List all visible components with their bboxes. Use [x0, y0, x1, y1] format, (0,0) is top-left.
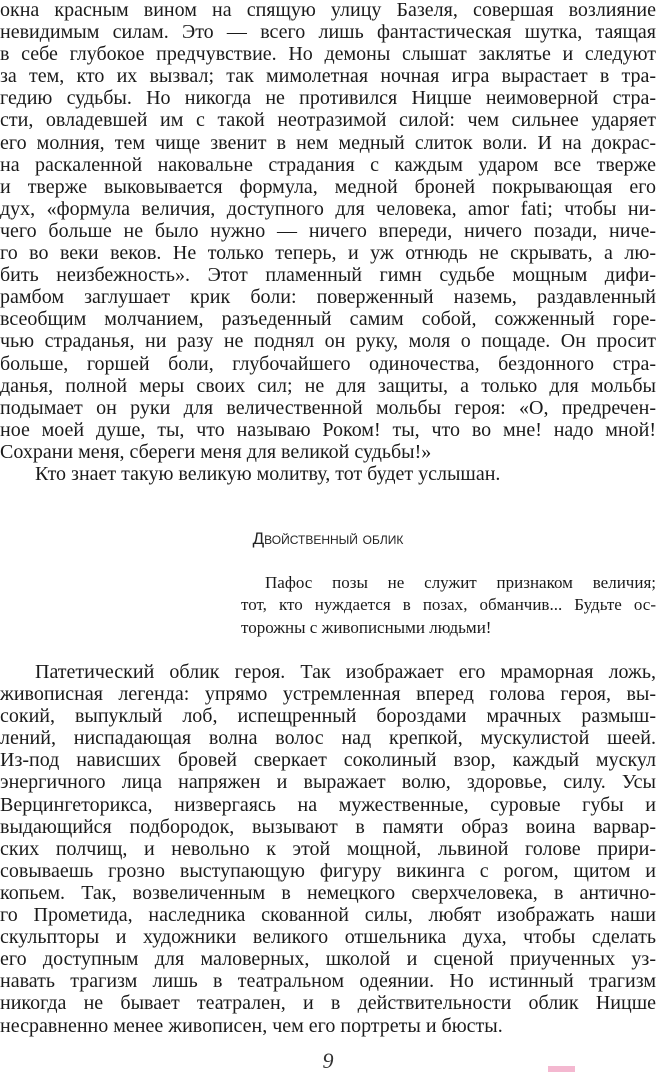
text-line: его молния, тем чище звенит в нем медный слиток воли. И на докрас-	[0, 131, 656, 154]
text-line: невидимым силам. Это — всего лишь фантастическая шутка, таящая	[0, 21, 656, 44]
text-line: больше, горшей боли, глубочайшего одиночества, бездонного стра-	[0, 352, 656, 375]
text-line: живописная легенда: упрямо устремленная вперед голова героя, вы-	[0, 683, 656, 706]
paragraph-2	[0, 661, 656, 1037]
text-line: торожны с живописными людьми!	[241, 617, 492, 637]
text-line: Сохрани меня, сбереги меня для великой судьбы!»	[0, 440, 432, 463]
text-line: тот, кто нуждается в позах, обманчив... Будьте ос-	[241, 595, 656, 615]
text-line: несравненно менее живописен, чем его портреты и бюсты.	[0, 1014, 503, 1037]
text-line: Кто знает такую великую молитву, тот будет услышан.	[35, 462, 501, 485]
epigraph	[241, 572, 656, 639]
text-line: Пафос позы не служит признаком величия;	[265, 573, 656, 592]
text-line: никогда не бывает театрален, и в действительности облик Ницше	[0, 992, 656, 1015]
pink-mark	[548, 1066, 575, 1072]
text-line: бить неизбежность». Этот пламенный гимн судьбе мощным дифи-	[0, 264, 656, 287]
paragraph-1	[0, 0, 656, 485]
text-line: дух, «формула величия, доступного для человека, amor fati; чтобы ни-	[0, 197, 656, 220]
text-line: навать трагизм лишь в театральном одеянии. Но истинный трагизм	[0, 970, 656, 993]
text-line: и тверже выковывается формула, медной броней покрывающая его	[0, 175, 656, 198]
text-line: сти, овладевшей им с такой неотразимой силой: чем сильнее ударяет	[0, 109, 656, 132]
text-line: ских полчищ, и невольно к этой мощной, львиной голове прири-	[0, 837, 656, 860]
text-line: го Прометида, наследника скованной силы, любят изображать наши	[0, 904, 656, 927]
text-line: выдающийся подбородок, вызывают в памяти образ воина варвар-	[0, 815, 656, 838]
text-line: за тем, кто их вызвал; так мимолетная ночная игра вырастает в тра-	[0, 65, 656, 88]
text-line: скульпторы и художники великого отшельника духа, чтобы сделать	[0, 926, 656, 949]
text-line: данья, полной меры своих сил; не для защиты, а только для мольбы	[0, 374, 656, 397]
text-line: окна красным вином на спящую улицу Базеля, совершая возлияние	[0, 0, 656, 21]
text-line: подымает он руки для величественной мольбы героя: «О, предречен-	[0, 396, 656, 419]
text-line: рамбом заглушает крик боли: поверженный наземь, раздавленный	[0, 286, 656, 309]
text-line: ное моей душе, ты, что называю Роком! ты, что во мне! надо мной!	[0, 418, 656, 441]
text-line: чего больше не было нужно — ничего впереди, ничего позади, ниче-	[0, 219, 656, 242]
text-line: лений, ниспадающая волна волос над крепкой, мускулистой шеей.	[0, 727, 656, 750]
section-heading: Двойственный облик	[252, 529, 404, 548]
text-line: гедию судьбы. Но никогда не противился Ницше неимоверной стра-	[0, 87, 656, 110]
page-number: 9	[322, 1048, 334, 1073]
text-line: го во веки веков. Не только теперь, и уж отнюдь не скрывать, а лю-	[0, 242, 656, 265]
text-line: совываешь грозно выступающую фигуру викинга с рогом, щитом и	[0, 859, 656, 882]
text-line: на раскаленной наковальне страдания с каждым ударом все тверже	[0, 153, 656, 176]
text-line: Из-под нависших бровей сверкает соколиный взор, каждый мускул	[0, 749, 656, 772]
text-line: всеобщим молчанием, разъеденный самим собой, сожженный горе-	[0, 308, 656, 331]
text-line: Верцингеторикса, низвергаясь на мужественные, суровые губы и	[0, 793, 656, 816]
text-line: сокий, выпуклый лоб, испещренный бороздами мрачных размыш-	[0, 705, 656, 728]
text-line: в себе глубокое предчувствие. Но демоны слышат заклятье и следуют	[0, 43, 656, 66]
text-line: копьем. Так, возвеличенным в немецкого сверхчеловека, в антично-	[0, 881, 656, 904]
text-line: Патетический облик героя. Так изображает его мраморная ложь,	[35, 661, 656, 683]
text-line: чью страданья, ни разу не поднял он руку, моля о пощаде. Он просит	[0, 330, 656, 353]
text-line: его доступным для маловерных, школой и сценой приученных уз-	[0, 948, 656, 971]
text-line: энергичного лица напряжен и выражает волю, здоровье, силу. Усы	[0, 771, 656, 794]
